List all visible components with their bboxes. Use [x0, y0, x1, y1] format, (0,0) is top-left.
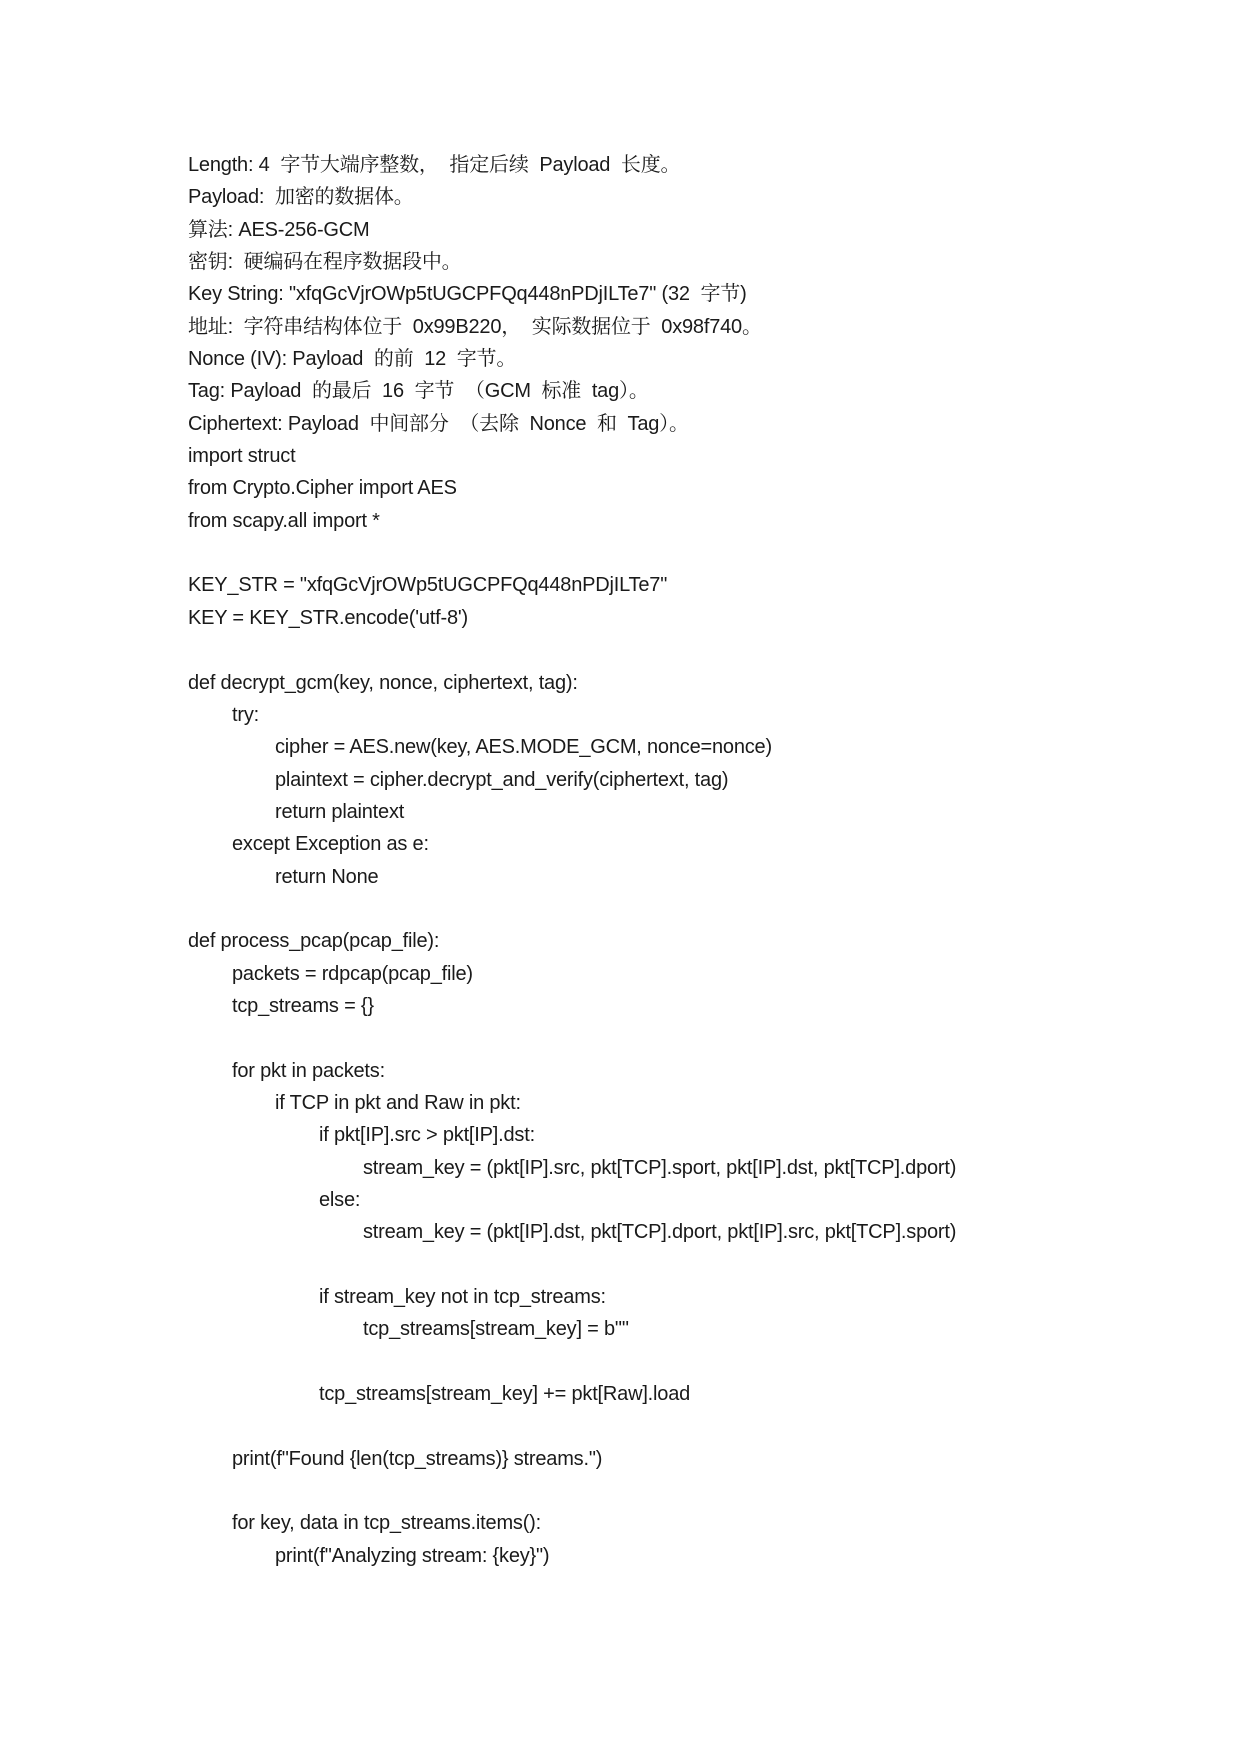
code-line: from Crypto.Cipher import AES — [188, 477, 457, 500]
document-page — [188, 149, 1188, 1572]
code-line: cipher = AES.new(key, AES.MODE_GCM, nonce=nonce) — [275, 736, 772, 759]
blank-line — [188, 1249, 1188, 1281]
code-line: return None — [275, 865, 379, 888]
code-line: stream_key = (pkt[IP].dst, pkt[TCP].dport, pkt[IP].src, pkt[TCP].sport) — [363, 1221, 957, 1244]
spec-algorithm: 算法: AES-256-GCM — [188, 218, 370, 241]
spec-tag: Tag: Payload 的最后 16 字节 （GCM 标准 tag）。 — [188, 380, 649, 403]
code-line: def decrypt_gcm(key, nonce, ciphertext, tag): — [188, 671, 578, 694]
python-code-block — [188, 440, 1188, 1572]
protocol-spec-section — [188, 149, 1188, 440]
spec-key-string: Key String: "xfqGcVjrOWp5tUGCPFQq448nPDjILTe7" (32 字节) — [188, 283, 747, 306]
code-line: if stream_key not in tcp_streams: — [319, 1286, 606, 1309]
code-line: def process_pcap(pcap_file): — [188, 930, 440, 953]
code-line: try: — [232, 703, 259, 726]
blank-line — [188, 1022, 1188, 1054]
code-line: tcp_streams[stream_key] += pkt[Raw].load — [319, 1383, 691, 1406]
code-line: return plaintext — [275, 800, 405, 823]
code-line: packets = rdpcap(pcap_file) — [232, 962, 473, 985]
code-line: for pkt in packets: — [232, 1059, 385, 1082]
blank-line — [188, 1475, 1188, 1507]
code-line: KEY_STR = "xfqGcVjrOWp5tUGCPFQq448nPDjILTe7" — [188, 574, 668, 597]
blank-line — [188, 1346, 1188, 1378]
code-line: except Exception as e: — [232, 833, 429, 856]
code-line: from scapy.all import * — [188, 509, 380, 532]
code-line: KEY = KEY_STR.encode('utf-8') — [188, 606, 468, 629]
spec-address: 地址: 字符串结构体位于 0x99B220， 实际数据位于 0x98f740。 — [188, 315, 762, 338]
spec-nonce: Nonce (IV): Payload 的前 12 字节。 — [188, 348, 517, 371]
code-line: stream_key = (pkt[IP].src, pkt[TCP].sport, pkt[IP].dst, pkt[TCP].dport) — [363, 1156, 957, 1179]
blank-line — [188, 537, 1188, 569]
blank-line — [188, 893, 1188, 925]
spec-key: 密钥: 硬编码在程序数据段中。 — [188, 251, 462, 274]
spec-length: Length: 4 字节大端序整数， 指定后续 Payload 长度。 — [188, 154, 681, 176]
spec-payload: Payload: 加密的数据体。 — [188, 186, 414, 209]
code-line: import struct — [188, 445, 296, 468]
blank-line — [188, 1410, 1188, 1442]
blank-line — [188, 634, 1188, 666]
code-line: print(f"Found {len(tcp_streams)} streams.") — [232, 1447, 603, 1470]
code-line: tcp_streams[stream_key] = b"" — [363, 1318, 629, 1341]
code-line: else: — [319, 1189, 361, 1211]
code-line: print(f"Analyzing stream: {key}") — [275, 1544, 550, 1567]
code-line: plaintext = cipher.decrypt_and_verify(ciphertext, tag) — [275, 768, 729, 791]
code-line: if TCP in pkt and Raw in pkt: — [275, 1091, 521, 1114]
spec-ciphertext: Ciphertext: Payload 中间部分 （去除 Nonce 和 Tag）。 — [188, 412, 689, 435]
code-line: if pkt[IP].src > pkt[IP].dst: — [319, 1124, 535, 1147]
code-line: for key, data in tcp_streams.items(): — [232, 1512, 541, 1535]
code-line: tcp_streams = {} — [232, 994, 374, 1017]
